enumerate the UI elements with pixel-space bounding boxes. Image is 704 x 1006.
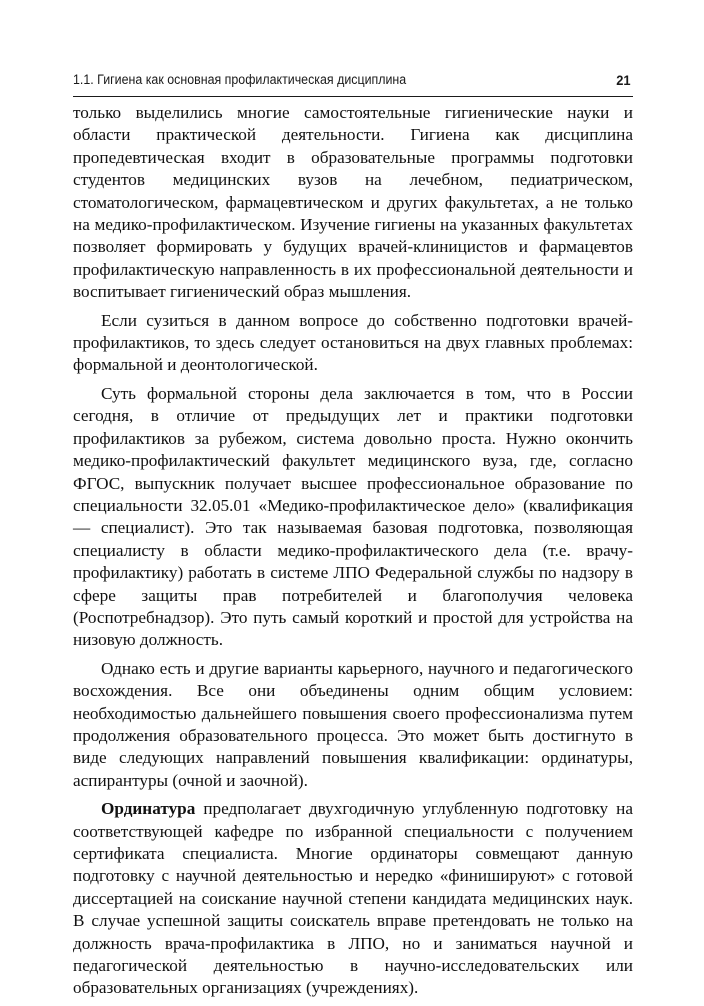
paragraph: Если сузиться в данном вопросе до собственно подготовки врачей-профилактиков, то здесь следует остановиться на двух главных проблемах: формальной и деонтологической. [73, 310, 633, 375]
paragraph: Однако есть и другие варианты карьерного, научного и педагогического восхождения. Все они объединены одним общим условием: необходимостью дальнейшего повышения своего профессионализма путем продолжения образовательного процесса. Это может быть достигнуто в виде следующих направлений повышения квалификации: ординатуры, аспирантуры (очной и заочной). [73, 658, 633, 790]
section-title: 1.1. Гигиена как основная профилактическая дисциплина [73, 72, 407, 87]
page-number: 21 [616, 72, 631, 88]
body-text [73, 102, 633, 1006]
paragraph: Суть формальной стороны дела заключается в том, что в России сегодня, в отличие от предыдущих лет и практики подготовки профилактиков за рубежом, система довольно проста. Нужно окончить медико-профилактический факультет медицинского вуза, где, согласно ФГОС, выпускник получает высшее профессиональное образование по специальности 32.05.01 «Медико-профилактическое дело» (квалификация — специалист). Это так называемая базовая подготовка, позволяющая специалисту в области медико-профилактического дела (т.е. врачу-профилактику) работать в системе ЛПО Федеральной службы по надзору в сфере защиты прав потребителей и благополучия человека (Роспотребнадзор). Это путь самый короткий и простой для устройства на низовую должность. [73, 383, 633, 650]
running-header [73, 72, 631, 94]
paragraph: Ординатура предполагает двухгодичную углубленную подготовку на соответствующей кафедре по избранной специальности с получением сертификата специалиста. Многие ординаторы совмещают данную подготовку с научной деятельностью и нередко «финишируют» с готовой диссертацией на соискание научной степени кандидата медицинских наук. В случае успешной защиты соискатель вправе претендовать не только на должность врача-профилактика в ЛПО, но и заниматься научной и педагогической деятельностью в научно-исследовательских или образовательных организациях (учреждениях). [73, 799, 633, 998]
header-rule [73, 96, 633, 97]
term-ordinatura: Ординатура [101, 799, 196, 819]
paragraph: только выделились многие самостоятельные гигиенические науки и области практической деятельности. Гигиена как дисциплина пропедевтическая входит в образовательные программы подготовки студентов медицинских вузов на лечебном, педиатрическом, стоматологическом, фармацевтическом и других факультетах, а не только на медико-профилактическом. Изучение гигиены на указанных факультетах позволяет формировать у будущих врачей-клиницистов и фармацевтов профилактическую направленность в их профессиональной деятельности и воспитывает гигиенический образ мышления. [73, 103, 633, 302]
